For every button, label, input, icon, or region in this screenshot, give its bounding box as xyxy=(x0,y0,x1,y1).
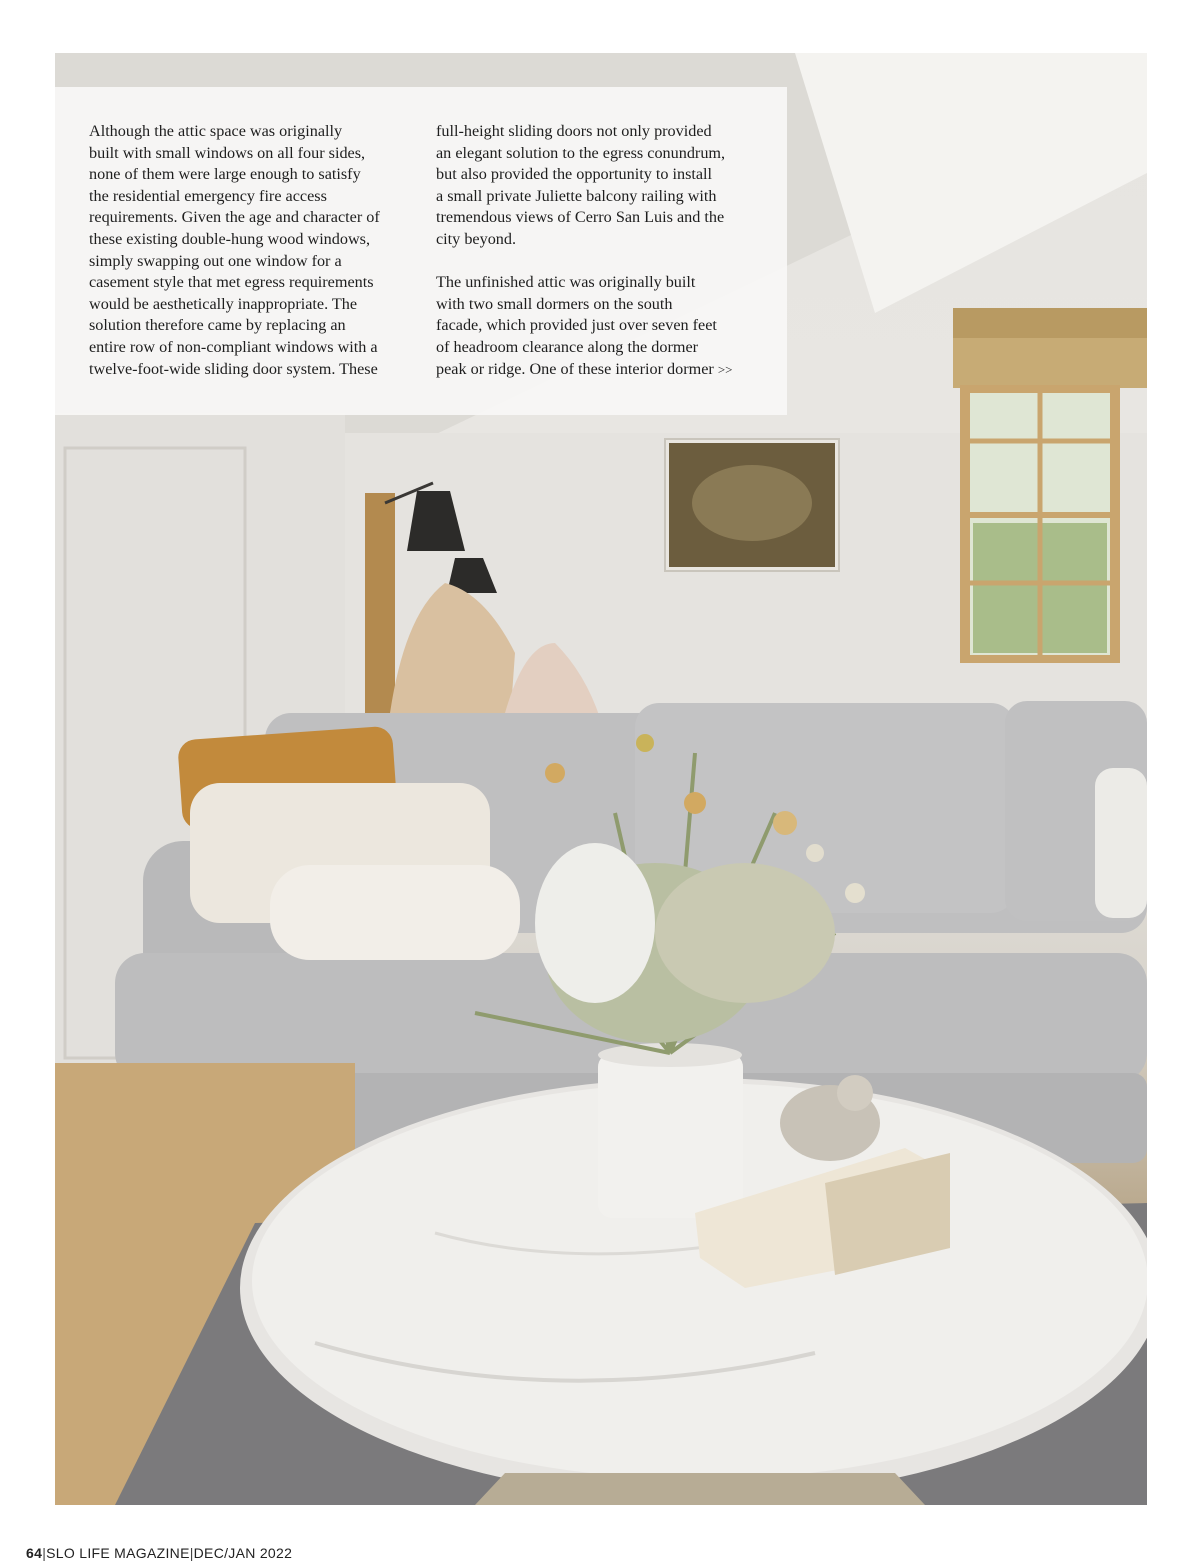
article-column-left: Although the attic space was originally built with small windows on all four sides, none of them were large enough to satisfy the residential emergency fire access requirements. Given the age and character of these existing double-hung wood windows, simply swapping out one window for a casement style that met egress requirements would be aesthetically inappropriate. The solution therefore came by replacing an entire row of non-compliant windows with a twelve-foot-wide sliding door system. These xyxy=(89,122,380,378)
page-footer xyxy=(26,1545,292,1561)
article-column-right xyxy=(436,121,776,380)
footer-separator: | xyxy=(42,1545,47,1561)
article-paragraph: The unfinished attic was originally built with two small dormers on the south facade, which provided just over seven feet of headroom clearance along the dormer peak or ridge. One of these interior dormer xyxy=(436,273,717,378)
footer-separator: | xyxy=(189,1545,194,1561)
article-paragraph: full-height sliding doors not only provided an elegant solution to the egress conundrum, but also provided the opportunity to install a small private Juliette balcony railing with tremendous views of Cerro San Luis and the city beyond. xyxy=(436,122,726,248)
continue-marker: >> xyxy=(717,361,733,377)
magazine-name: SLO LIFE MAGAZINE xyxy=(46,1545,190,1561)
article-text-panel xyxy=(55,87,787,415)
issue-date: DEC/JAN 2022 xyxy=(193,1545,293,1561)
page-number: 64 xyxy=(26,1545,43,1561)
